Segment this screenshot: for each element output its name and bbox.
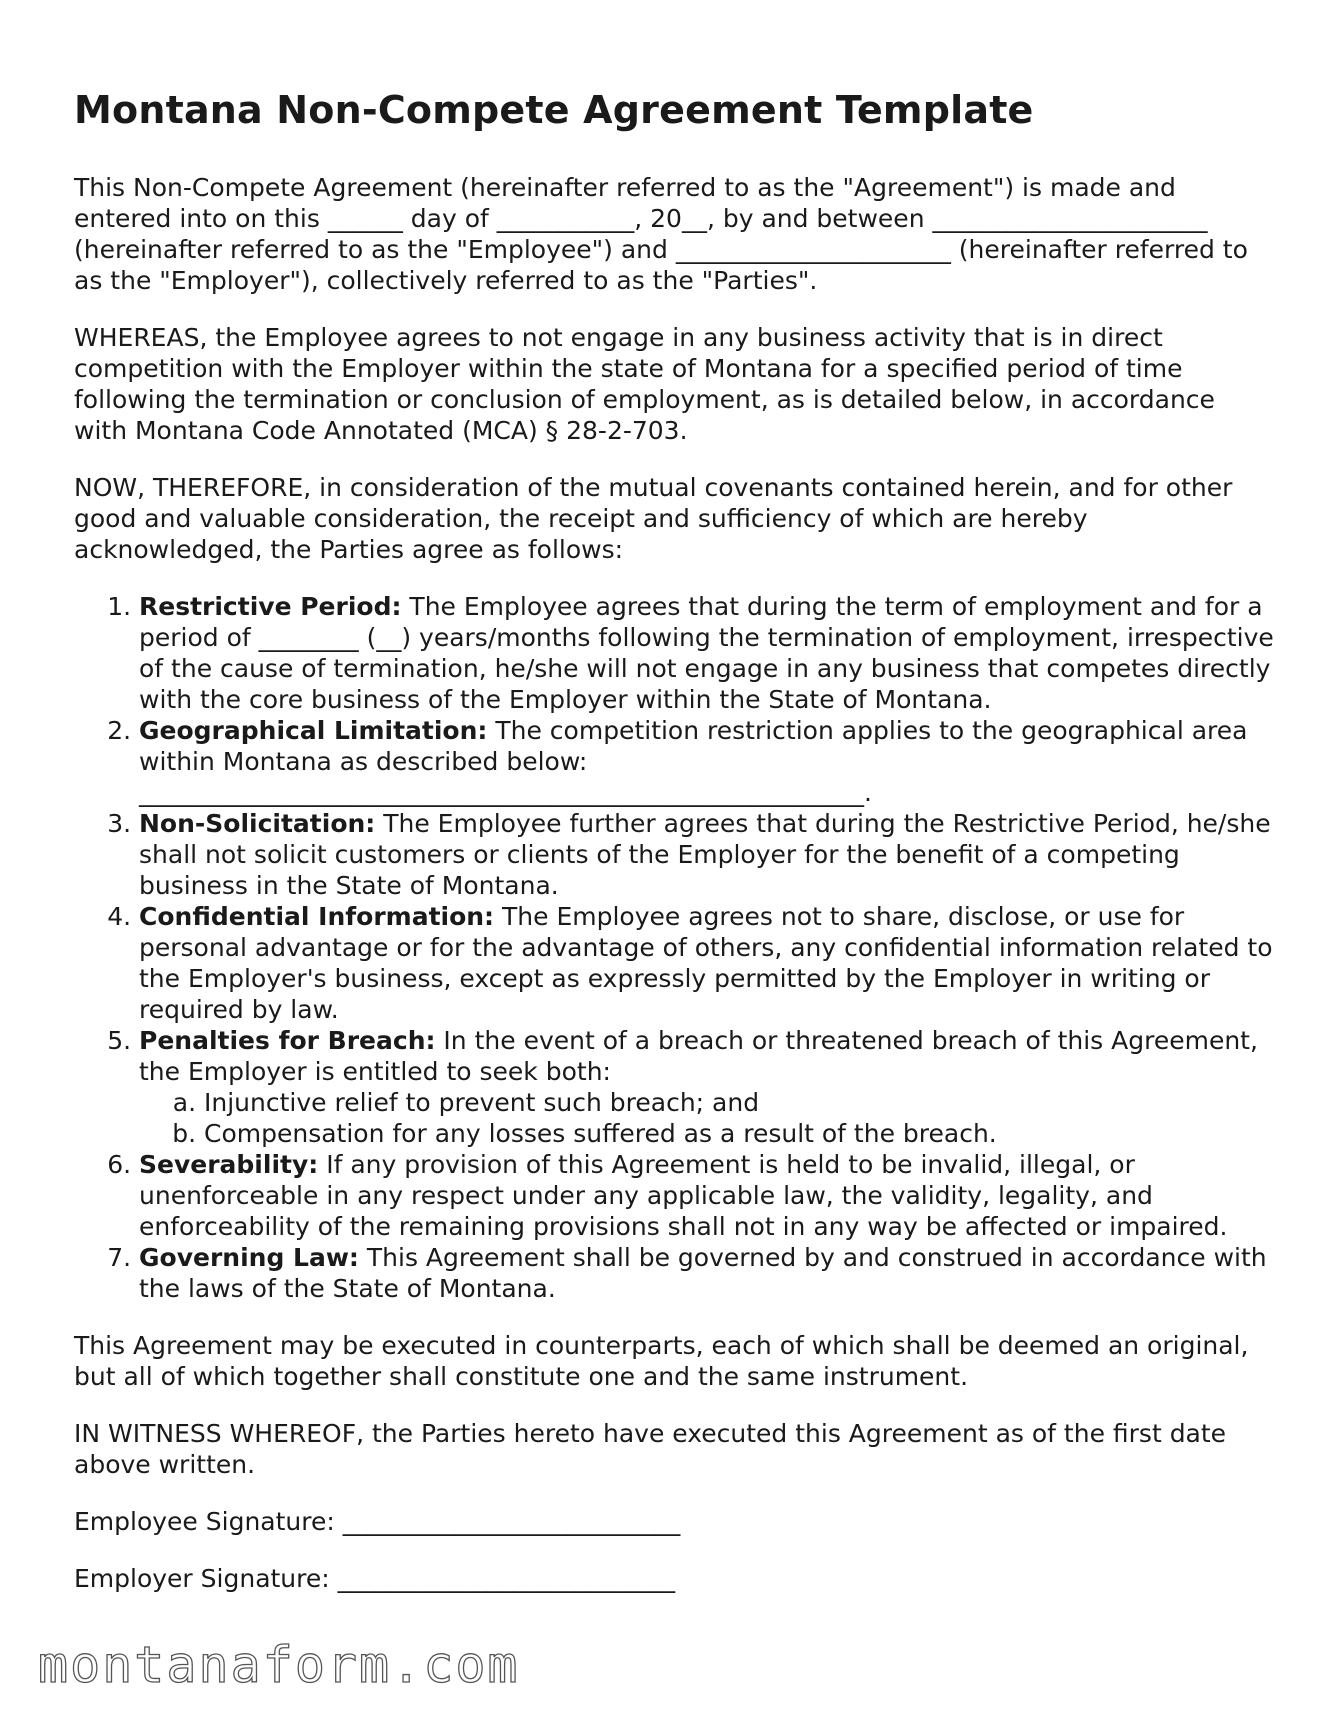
remedy-item: b. Compensation for any losses suffered as a result of the breach. xyxy=(204,1118,1274,1149)
witness-paragraph: IN WITNESS WHEREOF, the Parties hereto have executed this Agreement as of the first date above written. xyxy=(74,1418,1227,1479)
clause-text: The Employee further agrees that during the Restrictive Period, he/she shall not solicit customers or clients of the Employer for the benefit of a competing business in the State of Montana. xyxy=(139,808,1271,900)
clause-heading: Governing Law: xyxy=(139,1242,359,1272)
whereas-paragraph: WHEREAS, the Employee agrees to not engage in any business activity that is in direct competition with the Employer within the state of Montana for a specified period of time following the termination or conclusion of employment, as is detailed below, in accordance with Montana Code Annotated (MCA) § 28-2-703. xyxy=(74,322,1215,445)
intro-paragraph: This Non-Compete Agreement (hereinafter referred to as the "Agreement") is made and entered into on this ______ day of ___________, 20__, by and between ______________________ (hereinafter referred to as the "Employee") and ______________________ (hereinafter referred to as the "Employer"), collectively referred to as the "Parties". xyxy=(74,172,1248,295)
clause-list xyxy=(74,591,1274,1304)
clause-text: The Employee agrees not to share, disclose, or use for personal advantage or for the advantage of others, any confidential information related to the Employer's business, except as expressly permitted by the Employer in writing or required by law. xyxy=(139,901,1273,1024)
clause-governing-law xyxy=(139,1242,1274,1304)
clause-text: This Agreement shall be governed by and construed in accordance with the laws of the State of Montana. xyxy=(139,1242,1267,1303)
clause-severability xyxy=(139,1149,1274,1242)
clause-heading: Non-Solicitation: xyxy=(139,808,376,838)
employer-signature-line: Employer Signature: ___________________________ xyxy=(74,1563,676,1593)
clause-text: In the event of a breach or threatened breach of this Agreement, the Employer is entitled to seek both: xyxy=(139,1025,1258,1086)
clause-geographical-limitation xyxy=(139,715,1274,808)
clause-confidential-information xyxy=(139,901,1274,1025)
document-page xyxy=(74,88,1274,1620)
clause-heading: Penalties for Breach: xyxy=(139,1025,436,1055)
clause-heading: Geographical Limitation: xyxy=(139,715,488,745)
clause-heading: Restrictive Period: xyxy=(139,591,402,621)
clause-text: The Employee agrees that during the term of employment and for a period of ________ (__) years/months following the termination of employment, irrespective of the cause of termination, he/she will not engage in any business that competes directly with the core business of the Employer within the State of Montana. xyxy=(139,591,1274,714)
remedy-item: a. Injunctive relief to prevent such breach; and xyxy=(204,1087,1274,1118)
clause-restrictive-period xyxy=(139,591,1274,715)
watermark: montanaform.com xyxy=(38,1636,520,1694)
clause-non-solicitation xyxy=(139,808,1274,901)
clause-heading: Confidential Information: xyxy=(139,901,495,931)
employee-signature-line: Employee Signature: ___________________________ xyxy=(74,1506,681,1536)
clause-heading: Severability: xyxy=(139,1149,319,1179)
clause-text: The competition restriction applies to the geographical area within Montana as described below: __________________________________________________________. xyxy=(139,715,1248,807)
breach-remedies-list xyxy=(139,1087,1274,1149)
counterparts-paragraph: This Agreement may be executed in counterparts, each of which shall be deemed an original, but all of which together shall constitute one and the same instrument. xyxy=(74,1330,1249,1391)
clause-text: If any provision of this Agreement is held to be invalid, illegal, or unenforceable in any respect under any applicable law, the validity, legality, and enforceability of the remaining provisions shall not in any way be affected or impaired. xyxy=(139,1149,1228,1241)
now-therefore-paragraph: NOW, THEREFORE, in consideration of the mutual covenants contained herein, and for other good and valuable consideration, the receipt and sufficiency of which are hereby acknowledged, the Parties agree as follows: xyxy=(74,472,1233,564)
document-title: Montana Non-Compete Agreement Template xyxy=(74,88,1034,132)
clause-penalties-for-breach xyxy=(139,1025,1274,1149)
